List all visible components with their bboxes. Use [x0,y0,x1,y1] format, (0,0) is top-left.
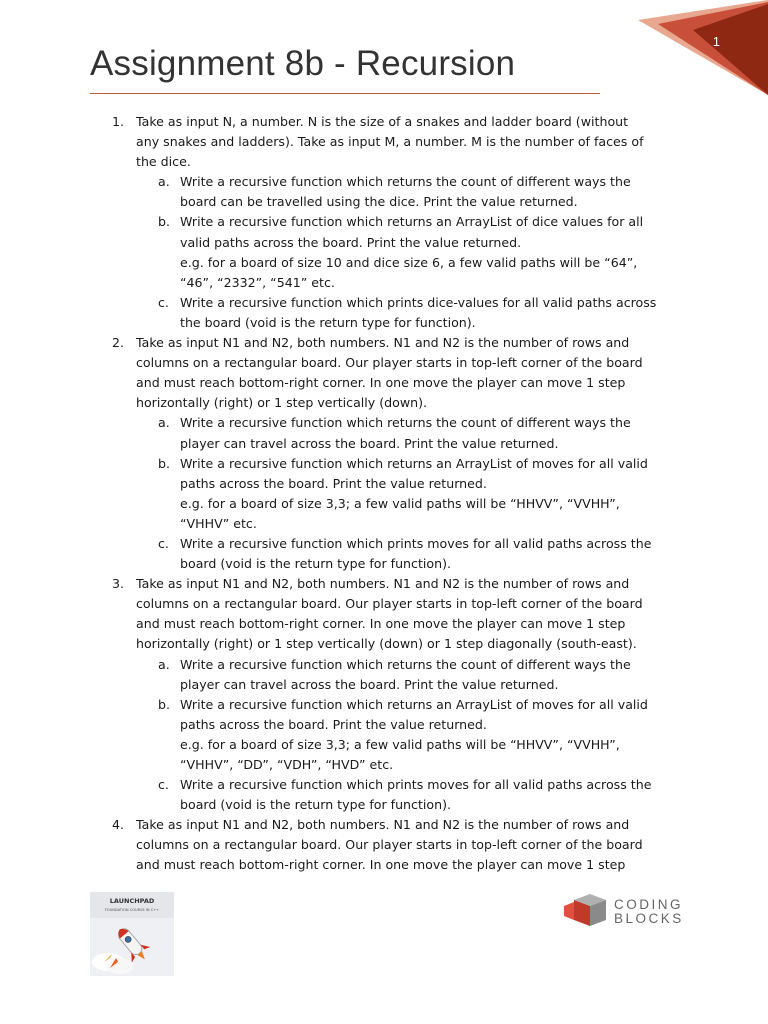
sub-question-item [136,534,690,574]
sub-question-text-line: board (void is the return type for function). [180,797,451,813]
sub-question-text-line: Write a recursive function which prints dice-values for all valid paths across [180,294,657,310]
question-text-line: any snakes and ladders). Take as input M, a number. M is the number of faces of [136,134,644,150]
question-text-line: columns on a rectangular board. Our player starts in top-left corner of the board [136,837,643,853]
sub-question-text-line: Write a recursive function which returns an ArrayList of dice values for all [180,214,644,230]
sub-question-text-line: Write a recursive function which returns the count of different ways the [180,174,631,190]
sub-question-item [136,655,690,695]
sub-question-letter: c. [158,777,169,793]
question-text-line: Take as input N, a number. N is the size of a snakes and ladder board (without [136,114,629,129]
question-number: 2. [112,335,125,351]
sub-question-text-line: Write a recursive function which prints moves for all valid paths across the [180,777,652,793]
sub-question-text-line: Write a recursive function which returns the count of different ways the [180,656,631,672]
sub-question-text-line: Write a recursive function which returns the count of different ways the [180,415,631,431]
question-text-line: Take as input N1 and N2, both numbers. N1 and N2 is the number of rows and [136,817,630,833]
sub-question-text-line: player can travel across the board. Print the value returned. [180,435,559,451]
question-text-line: columns on a rectangular board. Our player starts in top-left corner of the board [136,596,643,612]
question-text-line: horizontally (right) or 1 step vertically (down) or 1 step diagonally (south-east). [136,636,637,652]
sub-question-text-line: paths across the board. Print the value returned. [180,716,487,732]
sub-question-item [136,454,690,534]
page-title: Assignment 8b - Recursion [90,44,516,83]
sub-question-text-line: e.g. for a board of size 10 and dice size 6, a few valid paths will be “64”, [180,254,638,270]
question-text-line: and must reach bottom-right corner. In one move the player can move 1 step [136,857,626,873]
corner-decoration [598,0,768,95]
sub-question-letter: b. [158,455,170,471]
sub-question-item [136,413,690,453]
sub-question-text-line: Write a recursive function which returns an ArrayList of moves for all valid [180,455,648,471]
question-text-line: and must reach bottom-right corner. In one move the player can move 1 step [136,375,626,391]
question-text-line: Take as input N1 and N2, both numbers. N1 and N2 is the number of rows and [136,335,630,351]
launchpad-logo [90,892,174,976]
sub-question-letter: c. [158,535,169,551]
rocket-icon [90,892,174,976]
question-number: 4. [112,817,125,833]
coding-blocks-logo [560,892,690,932]
sub-question-letter: a. [158,656,170,672]
question-number: 1. [112,114,125,129]
sub-question-letter: a. [158,415,170,431]
question-text-line: the dice. [136,154,191,170]
sub-question-text-line: “46”, “2332”, “541” etc. [180,274,335,290]
question-item [90,112,690,333]
question-item [90,574,690,815]
sub-question-text-line: board (void is the return type for function). [180,556,451,572]
coding-blocks-line1: CODING [614,897,683,912]
sub-question-item [136,775,690,815]
sub-question-text-line: e.g. for a board of size 3,3; a few valid paths will be “HHVV”, “VVHH”, [180,495,620,511]
sub-question-letter: c. [158,294,169,310]
sub-question-text-line: “VHHV”, “DD”, “VDH”, “HVD” etc. [180,757,394,772]
coding-blocks-line2: BLOCKS [614,911,684,926]
sub-question-letter: a. [158,174,170,190]
cube-icon [560,892,610,932]
sub-question-item [136,293,690,333]
sub-question-item [136,695,690,775]
question-item [90,333,690,574]
question-text-line: Take as input N1 and N2, both numbers. N1 and N2 is the number of rows and [136,576,630,592]
sub-question-item [136,212,690,292]
question-text-line: horizontally (right) or 1 step vertically (down). [136,395,428,411]
sub-question-text-line: paths across the board. Print the value returned. [180,475,487,491]
sub-question-item [136,172,690,212]
sub-question-text-line: board can be travelled using the dice. Print the value returned. [180,194,578,210]
sub-question-letter: b. [158,214,170,230]
question-number: 3. [112,576,125,592]
launchpad-logo-subtext: FOUNDATION COURSE IN C++ [104,908,160,912]
question-list [90,112,690,876]
sub-question-text-line: “VHHV” etc. [180,515,257,531]
page-number: 1 [712,34,720,49]
sub-question-text-line: e.g. for a board of size 3,3; a few valid paths will be “HHVV”, “VVHH”, [180,736,620,752]
sub-question-text-line: Write a recursive function which prints moves for all valid paths across the [180,535,652,551]
sub-question-letter: b. [158,696,170,712]
question-text-line: columns on a rectangular board. Our player starts in top-left corner of the board [136,355,643,371]
sub-question-text-line: valid paths across the board. Print the value returned. [180,234,522,250]
question-text-line: and must reach bottom-right corner. In one move the player can move 1 step [136,616,626,632]
question-item [90,815,690,875]
sub-question-text-line: player can travel across the board. Print the value returned. [180,676,559,692]
title-divider [90,93,600,94]
launchpad-logo-text: LAUNCHPAD [109,897,155,905]
sub-question-text-line: the board (void is the return type for function). [180,314,476,330]
sub-question-text-line: Write a recursive function which returns an ArrayList of moves for all valid [180,696,648,712]
